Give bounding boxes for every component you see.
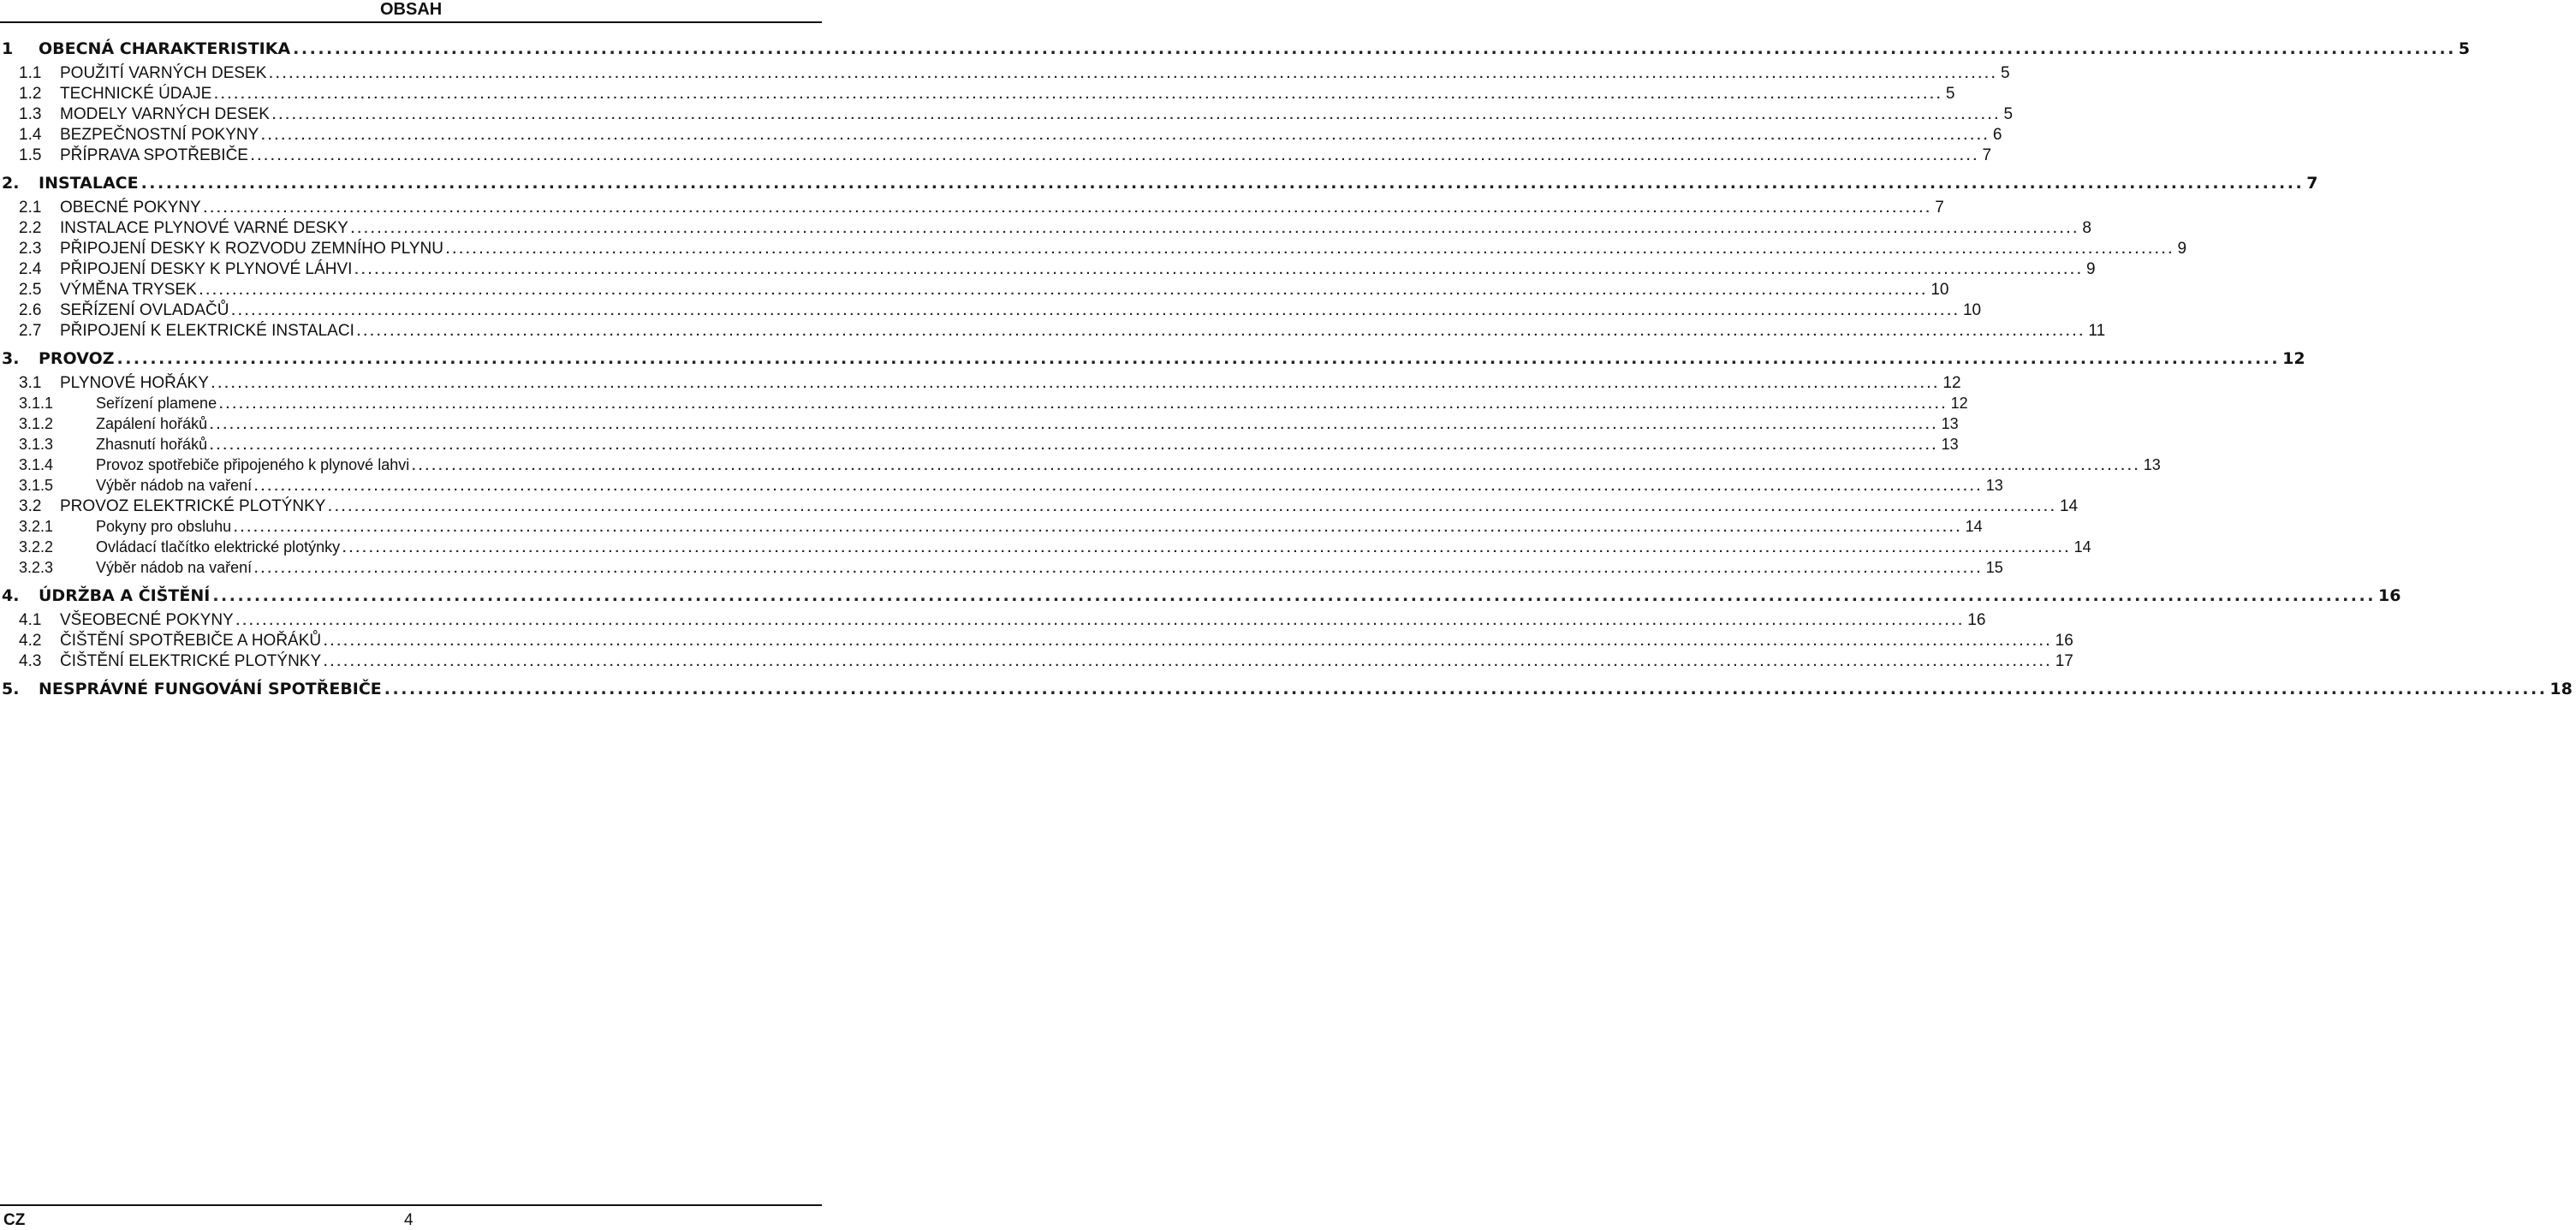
toc-entry-title: PLYNOVÉ HOŘÁKY (60, 374, 209, 392)
toc-entry[interactable] (0, 126, 2002, 146)
table-of-contents (0, 33, 2573, 704)
toc-entry-number: 3.2.3 (19, 559, 54, 576)
toc-entry[interactable] (0, 395, 1968, 415)
toc-entry[interactable] (0, 456, 2161, 477)
toc-entry-title: INSTALACE PLYNOVÉ VARNÉ DESKY (60, 219, 348, 237)
toc-entry-number: 2.1 (19, 199, 42, 217)
toc-entry-number: 4. (2, 585, 20, 605)
toc-entry-page: 13 (2143, 456, 2161, 473)
toc-dot-leader: .................................................................................................................................................................................................................................................................... (199, 283, 1929, 298)
toc-entry[interactable] (0, 652, 2073, 673)
toc-dot-leader: .................................................................................................................................................................................................................................................................... (234, 520, 1963, 535)
toc-entry-title: PROVOZ ELEKTRICKÉ PLOTÝNKY (60, 497, 326, 515)
toc-entry-number: 3.2 (19, 497, 42, 515)
toc-dot-leader: .................................................................................................................................................................................................................................................................... (231, 304, 1960, 318)
toc-entry-page: 16 (2377, 585, 2401, 605)
toc-entry-page: 13 (1985, 477, 2003, 494)
toc-dot-leader: .................................................................................................................................................................................................................................................................... (350, 222, 2080, 236)
toc-entry-page: 5 (2458, 39, 2471, 58)
toc-entry[interactable] (0, 374, 1961, 395)
toc-entry-page: 9 (2085, 260, 2096, 278)
toc-entry-page: 12 (1942, 374, 1961, 392)
toc-entry[interactable] (0, 301, 1982, 322)
toc-entry-number: 1.3 (19, 105, 42, 123)
toc-entry-number: 4.3 (19, 652, 42, 670)
toc-entry-title: Zapálení hořáků (96, 415, 208, 432)
toc-entry-title: ČIŠTĚNÍ SPOTŘEBIČE A HOŘÁKŮ (60, 632, 322, 650)
page-header-title: OBSAH (380, 0, 443, 19)
toc-entry-page: 16 (2055, 632, 2073, 650)
toc-entry-title: POUŽITÍ VARNÝCH DESEK (60, 64, 267, 82)
toc-entry[interactable] (0, 673, 2573, 704)
footer-rule (0, 1204, 822, 1206)
toc-entry-page: 5 (2000, 64, 2010, 82)
toc-entry-number: 1 (2, 39, 14, 58)
toc-entry-title: Provoz spotřebiče připojeného k plynové lahvi (96, 456, 410, 473)
toc-entry-title: PŘIPOJENÍ DESKY K PLYNOVÉ LÁHVI (60, 260, 353, 278)
toc-entry-title: ÚDRŽBA A ČIŠTĚNÍ (39, 585, 211, 605)
toc-entry-title: Zhasnutí hořáků (96, 436, 208, 453)
toc-entry[interactable] (0, 199, 1944, 219)
toc-entry-page: 13 (1941, 415, 1959, 432)
toc-dot-leader: .................................................................................................................................................................................................................................................................... (254, 479, 1984, 494)
toc-entry-number: 5. (2, 679, 20, 698)
toc-entry-page: 15 (1985, 559, 2003, 576)
toc-entry-page: 5 (1945, 85, 1955, 103)
toc-entry-number: 2.3 (19, 240, 42, 258)
toc-entry-number: 1.1 (19, 64, 42, 82)
toc-dot-leader: .................................................................................................................................................................................................................................................................... (140, 173, 2305, 193)
toc-entry-title: TECHNICKÉ ÚDAJE (60, 85, 212, 103)
toc-entry-title: BEZPEČNOSTNÍ POKYNY (60, 126, 259, 144)
toc-entry-number: 1.2 (19, 85, 42, 103)
toc-entry-page: 10 (1931, 281, 1949, 299)
toc-entry-page: 11 (2088, 322, 2106, 340)
toc-entry-page: 6 (1992, 126, 2002, 144)
toc-dot-leader: .................................................................................................................................................................................................................................................................... (354, 263, 2084, 277)
footer-language: CZ (3, 1211, 26, 1229)
toc-entry-page: 17 (2055, 652, 2073, 670)
toc-entry-page: 10 (1962, 301, 1982, 319)
toc-entry-number: 2.4 (19, 260, 42, 278)
toc-entry-number: 3.1.3 (19, 436, 54, 453)
toc-entry[interactable] (0, 497, 2079, 518)
toc-entry-number: 3.1.4 (19, 456, 54, 473)
toc-entry[interactable] (0, 538, 2091, 559)
toc-entry-page: 8 (2082, 219, 2091, 237)
toc-entry-number: 2.5 (19, 281, 42, 299)
toc-entry-page: 14 (1965, 518, 1983, 535)
toc-entry-title: OBECNÁ CHARAKTERISTIKA (39, 39, 291, 58)
toc-dot-leader: .................................................................................................................................................................................................................................................................... (342, 541, 2072, 556)
toc-entry-page: 12 (1950, 395, 1968, 412)
toc-entry-page: 18 (2549, 679, 2573, 698)
toc-entry-page: 9 (2177, 240, 2187, 258)
toc-entry[interactable] (0, 260, 2096, 281)
toc-entry-title: Seřízení plamene (96, 395, 217, 412)
toc-dot-leader: .................................................................................................................................................................................................................................................................... (412, 459, 2141, 473)
toc-entry-title: Ovládací tlačítko elektrické plotýnky (96, 538, 341, 556)
toc-entry-page: 14 (2059, 497, 2079, 515)
toc-entry-page: 5 (2003, 105, 2014, 123)
toc-dot-leader: .................................................................................................................................................................................................................................................................... (210, 438, 1939, 453)
toc-entry-page: 16 (1967, 611, 1986, 629)
toc-entry-number: 3.2.2 (19, 538, 54, 556)
toc-entry[interactable] (0, 477, 2003, 497)
toc-dot-leader: .................................................................................................................................................................................................................................................................... (269, 67, 1998, 81)
toc-entry[interactable] (0, 342, 2305, 374)
toc-entry-number: 1.4 (19, 126, 42, 144)
toc-entry-page: 14 (2073, 538, 2091, 556)
toc-entry[interactable] (0, 64, 2010, 85)
toc-entry[interactable] (0, 579, 2401, 611)
toc-entry-number: 3.1 (19, 374, 42, 392)
toc-entry[interactable] (0, 281, 1949, 301)
toc-entry[interactable] (0, 415, 1959, 436)
toc-entry-title: PROVOZ (39, 348, 115, 368)
toc-entry[interactable] (0, 611, 1986, 632)
toc-entry-number: 3.1.2 (19, 415, 54, 432)
toc-entry-number: 3.1.5 (19, 477, 54, 494)
toc-dot-leader: .................................................................................................................................................................................................................................................................... (203, 201, 1933, 216)
toc-entry-page: 7 (1935, 199, 1944, 217)
toc-entry-title: Výběr nádob na vaření (96, 477, 253, 494)
toc-entry-title: SEŘÍZENÍ OVLADAČŮ (60, 301, 229, 319)
toc-entry-title: PŘIPOJENÍ DESKY K ROZVODU ZEMNÍHO PLYNU (60, 240, 443, 258)
toc-entry-title: INSTALACE (39, 173, 139, 193)
toc-dot-leader: .................................................................................................................................................................................................................................................................... (261, 128, 1990, 143)
toc-dot-leader: .................................................................................................................................................................................................................................................................... (384, 679, 2548, 698)
toc-dot-leader: .................................................................................................................................................................................................................................................................... (293, 39, 2456, 58)
toc-entry[interactable] (0, 219, 2091, 240)
toc-dot-leader: .................................................................................................................................................................................................................................................................... (356, 324, 2086, 339)
toc-entry-title: ČIŠTĚNÍ ELEKTRICKÉ PLOTÝNKY (60, 652, 322, 670)
toc-dot-leader: .................................................................................................................................................................................................................................................................... (219, 397, 1948, 412)
toc-dot-leader: .................................................................................................................................................................................................................................................................... (250, 149, 1980, 163)
toc-entry[interactable] (0, 240, 2187, 260)
toc-dot-leader: .................................................................................................................................................................................................................................................................... (328, 500, 2057, 514)
toc-entry-title: Pokyny pro obsluhu (96, 518, 232, 535)
toc-entry[interactable] (0, 33, 2471, 64)
toc-entry-title: VÝMĚNA TRYSEK (60, 281, 197, 299)
toc-entry-page: 7 (1982, 146, 1992, 164)
toc-entry-title: OBECNÉ POKYNY (60, 199, 201, 217)
toc-entry[interactable] (0, 632, 2073, 652)
toc-dot-leader: .................................................................................................................................................................................................................................................................... (116, 348, 2281, 368)
toc-entry-number: 1.5 (19, 146, 42, 164)
toc-dot-leader: .................................................................................................................................................................................................................................................................... (324, 655, 2053, 669)
toc-entry-number: 4.1 (19, 611, 42, 629)
toc-entry-title: Výběr nádob na vaření (96, 559, 253, 576)
toc-dot-leader: .................................................................................................................................................................................................................................................................... (254, 562, 1984, 576)
toc-dot-leader: .................................................................................................................................................................................................................................................................... (210, 418, 1939, 432)
toc-entry-number: 2.2 (19, 219, 42, 237)
toc-dot-leader: .................................................................................................................................................................................................................................................................... (212, 585, 2376, 605)
toc-dot-leader: .................................................................................................................................................................................................................................................................... (445, 242, 2175, 257)
toc-entry-number: 3.1.1 (19, 395, 54, 412)
toc-entry[interactable] (0, 322, 2106, 342)
toc-entry-number: 3. (2, 348, 20, 368)
toc-dot-leader: .................................................................................................................................................................................................................................................................... (235, 614, 1966, 628)
toc-entry-number: 2.7 (19, 322, 42, 340)
toc-entry-number: 2.6 (19, 301, 42, 319)
toc-entry-title: PŘÍPRAVA SPOTŘEBIČE (60, 146, 248, 164)
toc-entry[interactable] (0, 146, 1992, 167)
toc-dot-leader: .................................................................................................................................................................................................................................................................... (211, 377, 1941, 391)
toc-entry[interactable] (0, 518, 1983, 538)
toc-entry[interactable] (0, 559, 2003, 579)
toc-entry-title: VŠEOBECNÉ POKYNY (60, 611, 234, 629)
toc-entry-page: 12 (2282, 348, 2305, 368)
toc-entry[interactable] (0, 436, 1959, 456)
header-rule (0, 21, 822, 23)
toc-entry[interactable] (0, 105, 2014, 126)
toc-entry-title: NESPRÁVNÉ FUNGOVÁNÍ SPOTŘEBIČE (39, 679, 382, 698)
toc-entry-number: 4.2 (19, 632, 42, 650)
toc-entry-page: 7 (2306, 173, 2318, 193)
toc-entry-title: PŘIPOJENÍ K ELEKTRICKÉ INSTALACI (60, 322, 354, 340)
toc-entry-page: 13 (1941, 436, 1959, 453)
toc-dot-leader: .................................................................................................................................................................................................................................................................... (214, 87, 1943, 102)
toc-entry-number: 2. (2, 173, 20, 193)
footer-page-number: 4 (404, 1211, 413, 1229)
toc-dot-leader: .................................................................................................................................................................................................................................................................... (324, 634, 2053, 649)
toc-dot-leader: .................................................................................................................................................................................................................................................................... (271, 108, 2002, 122)
toc-entry-number: 3.2.1 (19, 518, 54, 535)
toc-entry[interactable] (0, 85, 1955, 105)
toc-entry[interactable] (0, 167, 2318, 199)
toc-entry-title: MODELY VARNÝCH DESEK (60, 105, 270, 123)
